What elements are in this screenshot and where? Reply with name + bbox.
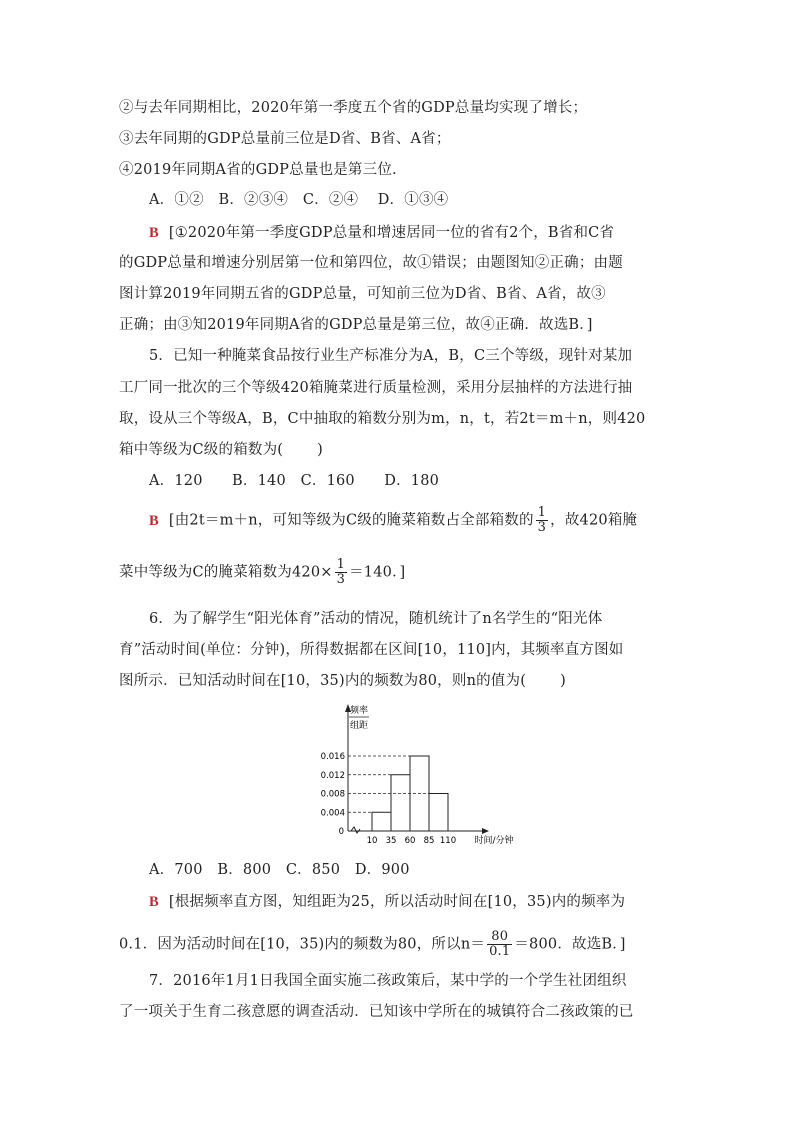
fraction-numerator: 1	[336, 557, 346, 572]
q4-solution-line-1	[149, 223, 614, 243]
y-tick-label: 0.004	[320, 808, 345, 819]
origin-label: 0	[338, 827, 344, 837]
q5-solution-text-a: [由2t＝m＋n，可知等级为C级的腌菜箱数占全部箱数的	[168, 512, 534, 529]
histogram-bar	[391, 775, 410, 831]
axis-break	[351, 827, 360, 833]
q5-solution-text-c: 菜中等级为C的腌菜箱数为420×	[119, 564, 333, 581]
q6-solution-text-a: 0.1．因为活动时间在[10，35)内的频数为80，所以n＝	[119, 936, 486, 953]
q5-solution-line-1	[149, 506, 637, 535]
x-axis-label: 时间/分钟	[474, 836, 514, 846]
y-tick-label: 0.016	[320, 752, 345, 762]
y-tick-label: 0.012	[320, 770, 345, 781]
fraction-denominator: 0.1	[489, 944, 511, 959]
x-tick-label: 35	[385, 836, 397, 846]
q6-answer-label: B	[149, 894, 159, 910]
q6-solution-text-b: ＝800．故选B．]	[514, 936, 626, 953]
fraction-denominator: 3	[537, 520, 547, 535]
q5-solution-line-2	[119, 558, 405, 587]
q5-paren-close: )	[317, 442, 324, 458]
q5-solution-text-b: ，故420箱腌	[550, 512, 638, 529]
q6-line-1: 6．为了解学生“阳光体育”活动的情况，随机统计了n名学生的“阳光体	[149, 611, 603, 627]
x-tick-label: 110	[439, 836, 457, 846]
q5-line-4	[119, 440, 323, 460]
histogram-bar	[429, 794, 448, 832]
fraction-numerator: 1	[537, 505, 547, 520]
q6-solution-line-2	[119, 930, 626, 959]
q7-line-2: 了一项关于生育二孩意愿的调查活动．已知该中学所在的城镇符合二孩政策的已	[119, 1004, 634, 1020]
fraction-numerator: 80	[487, 930, 512, 945]
x-tick-label: 85	[423, 836, 435, 846]
q6-solution-line-1	[149, 892, 625, 912]
q7-line-1: 7．2016年1月1日我国全面实施二孩政策后，某中学的一个学生社团组织	[149, 973, 627, 989]
frequency-histogram	[300, 700, 530, 850]
q5-line-1: 5．已知一种腌菜食品按行业生产标准分为A，B，C三个等级，现针对某加	[149, 348, 633, 364]
q4-choices: A．①② B．②③④ C．②④ D．①③④	[149, 192, 449, 208]
option-3-text: ③去年同期的GDP总量前三位是D省、B省、A省；	[119, 131, 451, 147]
q4-solution-text: [①2020年第一季度GDP总量和增速居同一位的省有2个，B省和C省	[168, 225, 615, 241]
fraction-one-third	[335, 558, 347, 587]
q6-line-3	[119, 671, 566, 691]
q5-line-2: 工厂同一批次的三个等级420箱腌菜进行质量检测，采用分层抽样的方法进行抽	[119, 380, 633, 396]
q6-stem-end: 图所示．已知活动时间在[10，35)内的频数为80，则n的值为(	[119, 673, 527, 689]
q4-answer-label: B	[149, 225, 159, 241]
q5-choices: A．120 B．140 C．160 D．180	[149, 473, 440, 489]
y-tick-label: 0.008	[320, 789, 345, 800]
q4-solution-line-4: 正确；由③知2019年同期A省的GDP总量是第三位，故④正确．故选B．]	[119, 317, 593, 333]
fraction-denominator: 3	[336, 572, 346, 587]
histogram-bar	[372, 812, 391, 831]
ylabel-bottom: 组距	[350, 721, 369, 731]
q6-choices: A．700 B．800 C．850 D．900	[149, 862, 410, 878]
q6-paren-close: )	[560, 673, 566, 689]
option-2-text: ②与去年同期相比，2020年第一季度五个省的GDP总量均实现了增长；	[119, 100, 588, 116]
q5-line-3: 取，设从三个等级A，B，C中抽取的箱数分别为m，n，t，若2t＝m＋n，则420	[119, 411, 646, 427]
fraction-one-third	[536, 506, 548, 535]
x-tick-label: 60	[404, 836, 416, 846]
fraction-80-over-0.1	[487, 930, 512, 959]
q4-solution-line-3: 图计算2019年同期五省的GDP总量，可知前三位为D省、B省、A省，故③	[119, 286, 606, 302]
x-axis-arrow	[482, 828, 489, 834]
q6-solution-text: [根据频率直方图，知组距为25，所以活动时间在[10，35)内的频率为	[168, 894, 626, 910]
q5-stem-end: 箱中等级为C级的箱数为(	[119, 442, 284, 458]
q6-line-2: 育”活动时间(单位：分钟)，所得数据都在区间[10，110]内，其频率直方图如	[119, 642, 624, 658]
ylabel-top: 频率	[350, 706, 369, 716]
q5-solution-text-d: ＝140．]	[349, 564, 406, 581]
x-tick-label: 10	[366, 836, 378, 846]
option-4-text: ④2019年同期A省的GDP总量也是第三位.	[119, 162, 397, 178]
q5-answer-label: B	[149, 512, 159, 529]
q4-solution-line-2: 的GDP总量和增速分别居第一位和第四位，故①错误；由题图知②正确；由题	[119, 255, 623, 271]
